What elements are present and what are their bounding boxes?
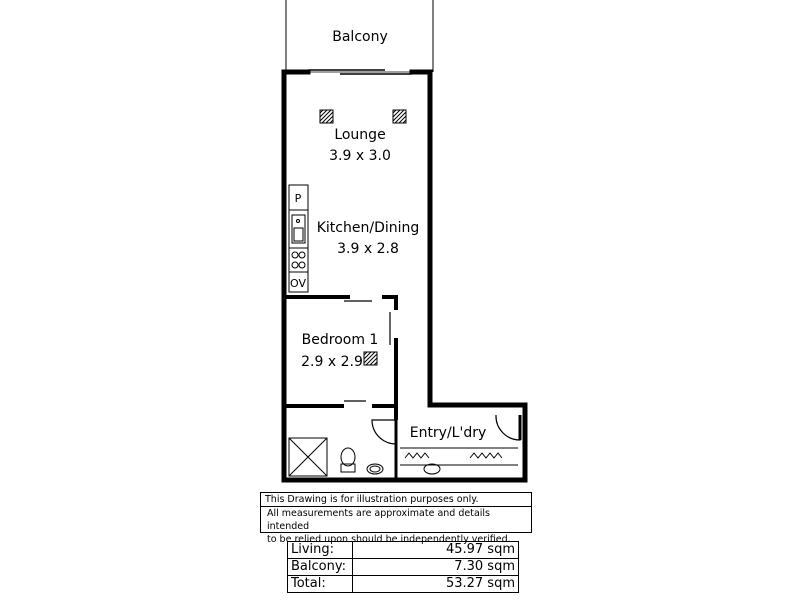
- area-value: 7.30 sqm: [353, 559, 519, 576]
- entry-door: [496, 415, 520, 440]
- table-row: [288, 576, 519, 593]
- kitchen-size: 3.9 x 2.8: [337, 241, 399, 257]
- disclaimer-box: [260, 492, 532, 545]
- bedroom-name: Bedroom 1: [301, 332, 379, 348]
- balcony-name: Balcony: [332, 29, 388, 45]
- area-value: 45.97 sqm: [353, 542, 519, 559]
- bedroom-doors: [344, 301, 390, 401]
- lounge-hatched-fixtures: [320, 110, 406, 123]
- bathroom-fixtures: [289, 438, 383, 476]
- disclaimer-line-3: to be relied upon should be independently verified.: [267, 534, 511, 545]
- kitchen-name: Kitchen/Dining: [316, 220, 420, 236]
- laundry-bench: [400, 448, 518, 474]
- table-row: [288, 542, 519, 559]
- lounge-size: 3.9 x 3.0: [329, 148, 391, 164]
- bedroom-hatched-fixture: [364, 352, 377, 365]
- area-value: 53.27 sqm: [353, 576, 519, 593]
- area-label: Balcony:: [288, 559, 353, 576]
- area-label: Total:: [288, 576, 353, 593]
- oven-label: OV: [290, 277, 306, 290]
- disclaimer-line-1: This Drawing is for illustration purposes only.: [261, 493, 531, 507]
- area-summary-table: [287, 541, 519, 593]
- pantry-label: P: [294, 192, 302, 205]
- entry-name: Entry/L'dry: [409, 425, 487, 441]
- bathroom-door: [372, 420, 396, 478]
- outer-walls: [284, 72, 525, 480]
- area-label: Living:: [288, 542, 353, 559]
- bedroom-size: 2.9 x 2.9: [301, 354, 363, 370]
- table-row: [288, 559, 519, 576]
- disclaimer-line-2: All measurements are approximate and details intended: [267, 508, 490, 532]
- balcony-sliding-door: [308, 70, 412, 74]
- lounge-name: Lounge: [334, 127, 386, 143]
